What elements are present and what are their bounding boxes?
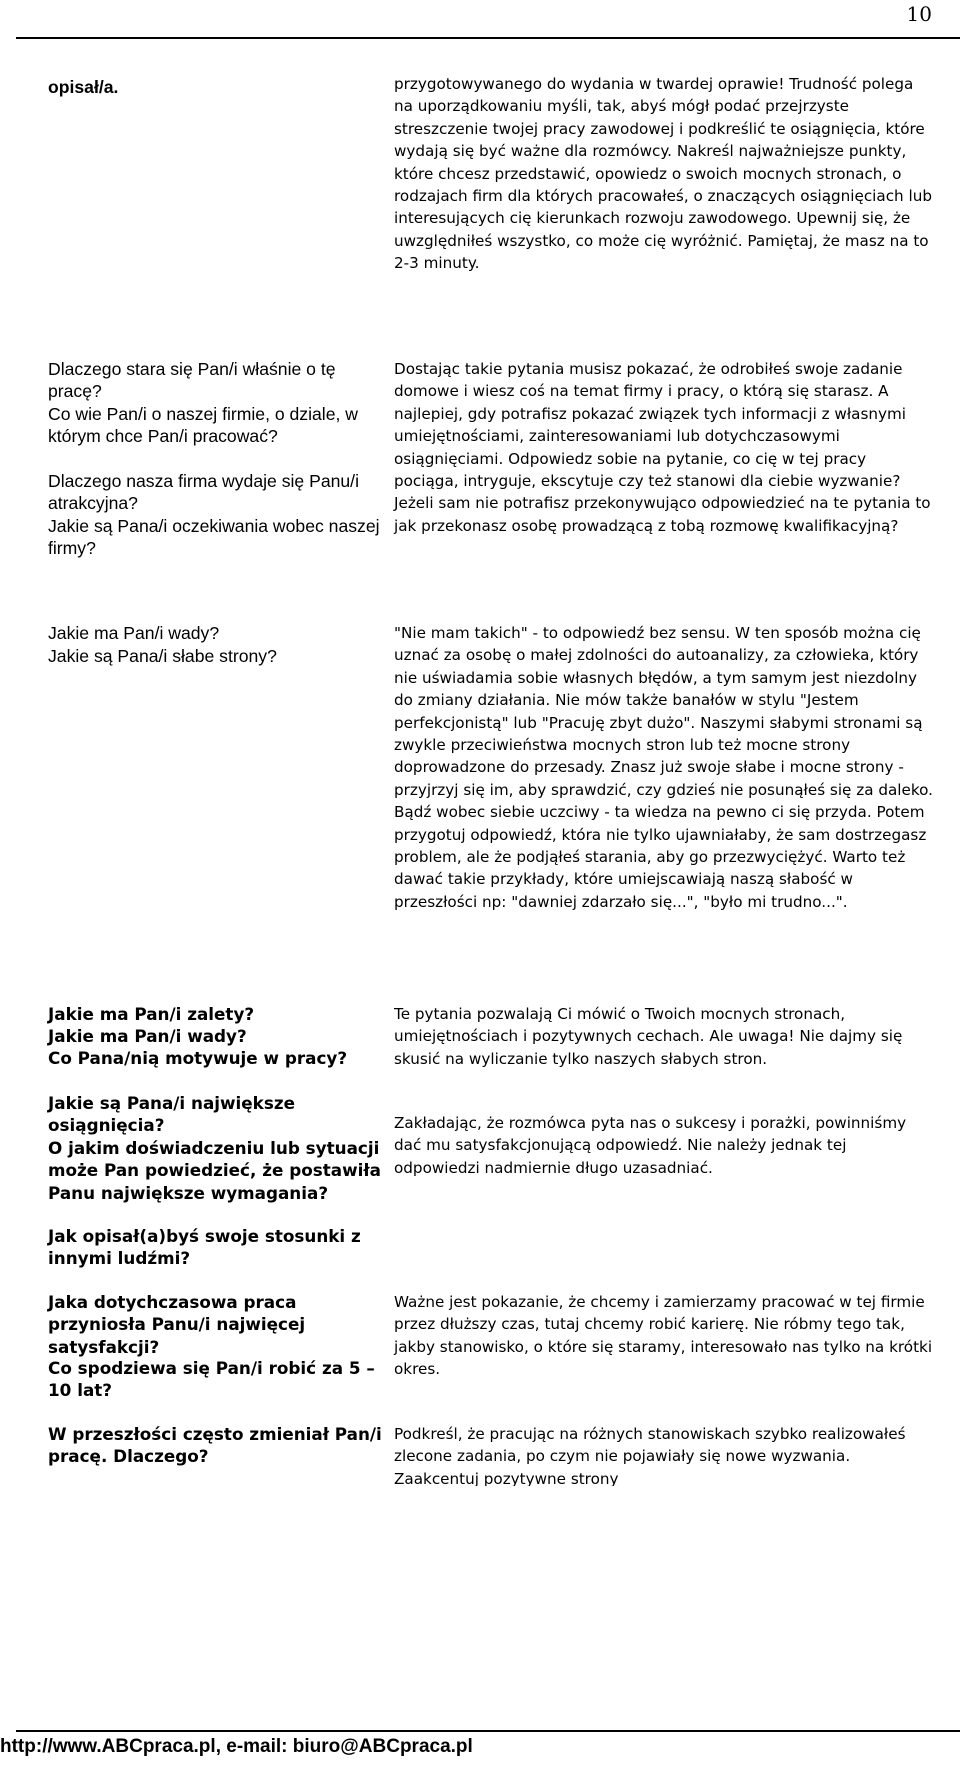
answer-strengths: Te pytania pozwalają Ci mówić o Twoich mocnych stronach, umiejętnościach i pozytywnych cechach. Ale uwaga! Nie dajmy się skusić na wyliczanie tylko naszych słabych stron. (394, 1005, 903, 1068)
answer-self-presentation: przygotowywanego do wydania w twardej oprawie! Trudność polega na uporządkowaniu myśli, tak, abyś mógł podać przejrzyste streszczenie twojej pracy zawodowej i podkreślić te osiągnięcia, które wydają się być ważne dla rozmówcy. Nakreśl najważniejsze punkty, które chcesz przedstawić, opowiedz o swoich mocnych stronach, o rodzajach firm dla których pracowałeś, o znaczących osiągnięciach lub interesujących cię kierunkach rozwoju zawodowego. Upewnij się, że uwzględniłeś wszystko, co może cię wyróżnić. Pamiętaj, że masz na to 2-3 minuty. (394, 75, 932, 273)
question-why-this-job: Dlaczego stara się Pan/i właśnie o tę pracę? (48, 359, 336, 402)
footer-contact: http://www.ABCpraca.pl, e-mail: biuro@ABCpraca.pl (0, 1736, 473, 1757)
answer-weaknesses: "Nie mam takich" - to odpowiedź bez sensu. W ten sposób można cię uznać za osobę o małej zdolności do autoanalizy, za człowieka, który nie uświadamia sobie własnych błędów, a tym samym jest niezdolny do zmiany działania. Nie mów także banałów w stylu "Jestem perfekcjonistą" lub "Pracuję zbyt dużo". Naszymi słabymi stronami są zwykle przeciwieństwa mocnych stron lub też mocne strony doprowadzone do przesady. Znasz już swoje słabe i mocne strony - przyjrzyj się im, aby sprawdzić, czy gdzieś nie posunąłeś się za daleko. Bądź wobec siebie uczciwy - ta wiedza na pewno ci się przyda. Potem przygotuj odpowiedź, która nie tylko ujawniałaby, że sam dostrzegasz problem, ale że podjąłeś starania, aby go przezwyciężyć. Warto też dawać takie przykłady, które umiejscawiają naszą słabość w przeszłości np: "dawniej zdarzało się...", "było mi trudno...". (394, 624, 933, 911)
header-rule (16, 37, 960, 39)
question-motivation: Co Pana/nią motywuje w pracy? (48, 1048, 348, 1068)
question-opisal: opisał/a. (48, 77, 119, 97)
question-flaws-repeat: Jakie ma Pan/i wady? (48, 1026, 247, 1046)
answer-company-knowledge: Dostając takie pytania musisz pokazać, że odrobiłeś swoje zadanie domowe i wiesz coś na temat firmy i pracy, o którą się starasz. A najlepiej, gdy potrafisz pokazać związek tych informacji z własnymi umiejętnościami, zainteresowaniami lub dotychczasowymi osiągnięciami. Odpowiedz sobie na pytanie, co cię w tej pracy pociąga, intryguje, ekscytuje czy też stanowi dla ciebie wyzwanie? Jeżeli sam nie potrafisz przekonywująco odpowiedzieć na te pytania to jak przekonasz osobę prowadzącą z tobą rozmowę kwalifikacyjną? (394, 360, 931, 535)
question-flaws: Jakie ma Pan/i wady? (48, 623, 220, 643)
question-weak-points: Jakie są Pana/i słabe strony? (48, 646, 277, 666)
answer-long-term: Ważne jest pokazanie, że chcemy i zamierzamy pracować w tej firmie przez dłuższy czas, tutaj chcemy robić karierę. Nie róbmy tego tak, jakby stanowisko, o które się staramy, interesowało nas tylko na krótki okres. (394, 1293, 933, 1379)
question-five-years: Co spodziewa się Pan/i robić za 5 – 10 lat? (48, 1358, 375, 1401)
footer-rule (16, 1730, 960, 1732)
question-expectations: Jakie są Pana/i oczekiwania wobec naszej firmy? (48, 516, 380, 559)
question-strengths: Jakie ma Pan/i zalety? (48, 1004, 255, 1024)
question-knowledge-of-company: Co wie Pan/i o naszej firmie, o dziale, w którym chce Pan/i pracować? (48, 404, 358, 447)
question-company-attractive: Dlaczego nasza firma wydaje się Panu/i atrakcyjna? (48, 471, 359, 514)
question-job-changes: W przeszłości często zmieniał Pan/i pracę. Dlaczego? (48, 1424, 382, 1467)
question-achievements: Jakie są Pana/i największe osiągnięcia? (48, 1093, 295, 1136)
question-demanding-situation: O jakim doświadczeniu lub sytuacji może Pan powiedzieć, że postawiła Panu największe wymagania? (48, 1138, 381, 1203)
page-number: 10 (906, 2, 932, 26)
answer-job-changes: Podkreśl, że pracując na różnych stanowiskach szybko realizowałeś zlecone zadania, po czym nie pojawiały się nowe wyzwania. Zaakcentuj pozytywne strony (394, 1425, 906, 1486)
question-relations: Jak opisał(a)byś swoje stosunki z innymi ludźmi? (48, 1226, 361, 1269)
question-satisfaction: Jaka dotychczasowa praca przyniosła Panu/i najwięcej satysfakcji? (48, 1292, 306, 1357)
answer-achievements: Zakładając, że rozmówca pyta nas o sukcesy i porażki, powinniśmy dać mu satysfakcjonującą odpowiedź. Nie należy jednak tej odpowiedzi nadmiernie długo uzasadniać. (394, 1114, 907, 1177)
